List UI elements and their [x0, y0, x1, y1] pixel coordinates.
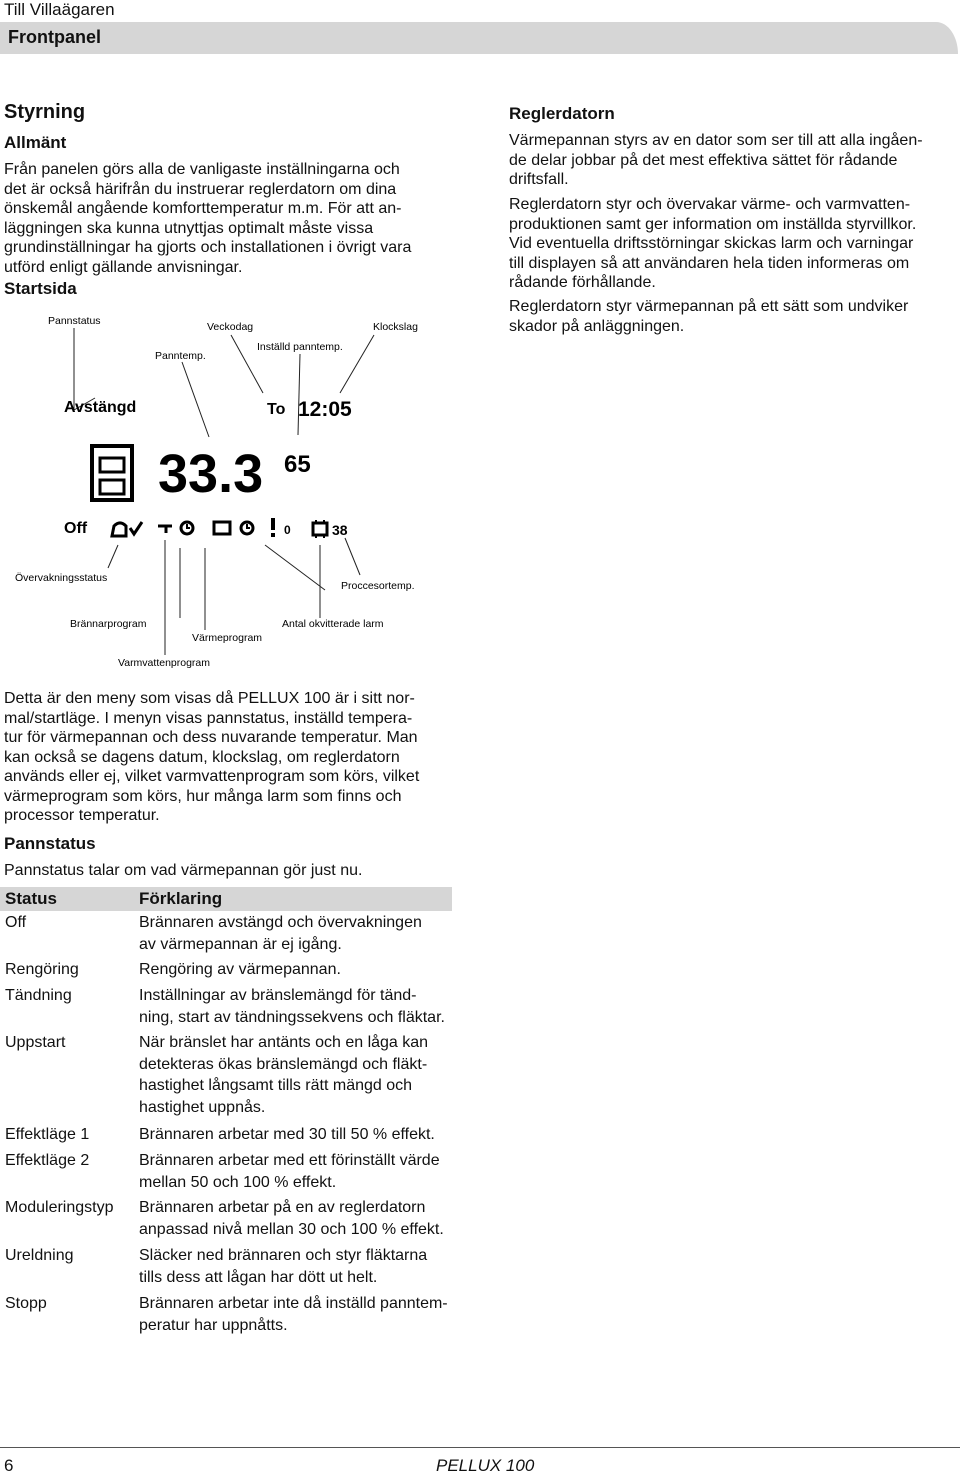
- display-time: 12:05: [298, 398, 352, 421]
- table-row-status: Uppstart: [5, 1034, 66, 1051]
- table-row-status: Stopp: [5, 1295, 47, 1312]
- header-bar: [0, 22, 958, 54]
- table-row-status: Rengöring: [5, 961, 79, 978]
- table-row-explanation: Inställningar av bränslemängd för tänd- ning, start av tändningssekvens och fläktar.: [139, 987, 445, 1026]
- label-proccesortemp: Proccesortemp.: [341, 580, 415, 592]
- menu-description: Detta är den meny som visas då PELLUX 100 är i sitt nor- mal/startläge. I menyn visas pannstatus, inställd tempera- tur för värmepannan och dess nuvarande temperatur. Man kan också se dagens datum, klockslag, om reglerdatorn används eller ej, vilket varmvattenprogram som körs, vilket värmeprogram som körs, hur många larm som finns och processor temperatur.: [4, 690, 420, 824]
- display-status: Avstängd: [64, 399, 137, 416]
- page-number: 6: [4, 1456, 14, 1475]
- table-row-explanation: Brännaren arbetar på en av reglerdatorn anpassad nivå mellan 30 och 100 % effekt.: [139, 1199, 444, 1238]
- table-row-explanation: Släcker ned brännaren och styr fläktarna tills dess att lågan har dött ut helt.: [139, 1247, 428, 1286]
- display-diagram: [0, 300, 460, 680]
- table-row-status: Effektläge 1: [5, 1126, 90, 1143]
- table-row-explanation: Brännaren avstängd och övervakningen av värmepannan är ej igång.: [139, 914, 422, 953]
- label-larm: Antal okvitterade larm: [282, 618, 384, 630]
- processor-icon: [313, 520, 327, 538]
- table-row-explanation: Brännaren arbetar med 30 till 50 % effekt.: [139, 1126, 435, 1143]
- burner-program-icon: [112, 522, 142, 536]
- alarm-icon: [271, 518, 275, 537]
- boiler-icon: [92, 446, 132, 500]
- page-title: Styrning: [4, 101, 86, 123]
- header-title: Frontpanel: [8, 27, 101, 47]
- label-pannstatus: Pannstatus: [48, 315, 101, 327]
- table-row-explanation: Brännaren arbetar med ett förinställt värde mellan 50 och 100 % effekt.: [139, 1152, 440, 1191]
- startsida-heading: Startsida: [4, 279, 77, 298]
- pannstatus-heading: Pannstatus: [4, 834, 96, 853]
- table-row-explanation: Brännaren arbetar inte då inställd panntem- peratur har uppnåtts.: [139, 1295, 448, 1334]
- label-veckodag: Veckodag: [207, 321, 254, 333]
- table-row-status: Ureldning: [5, 1247, 74, 1264]
- table-row-explanation: Rengöring av värmepannan.: [139, 961, 341, 978]
- display-processor-temp: 38: [332, 522, 348, 538]
- label-installd: Inställd panntemp.: [257, 341, 343, 353]
- reglerdatorn-para-3: Reglerdatorn styr värmepannan på ett sätt som undviker skador på anläggningen.: [509, 298, 909, 335]
- table-row-status: Effektläge 2: [5, 1152, 90, 1169]
- display-temperature: 33.3: [158, 444, 264, 504]
- table-row-status: Tändning: [5, 987, 72, 1004]
- label-varmeprogram: Värmeprogram: [192, 632, 263, 644]
- hot-water-program-icon: [158, 522, 193, 534]
- allmant-text: Från panelen görs alla de vanligaste inställningarna och det är också härifrån du instruerar reglerdatorn om dina önskemål angående komforttemperatur m.m. För att an- läggningen ska kunna utnyttjas optimalt måste vissa grundinställningar ha gjorts och installationen i övrigt vara utförd enligt gällande anvisningar.: [4, 161, 412, 276]
- footer-divider: [0, 1447, 960, 1448]
- table-row-status: Off: [5, 914, 27, 931]
- table-header-explanation: Förklaring: [139, 889, 223, 908]
- reglerdatorn-heading: Reglerdatorn: [509, 104, 615, 123]
- pannstatus-intro: Pannstatus talar om vad värmepannan gör just nu.: [4, 862, 363, 879]
- display-weekday: To: [267, 401, 286, 418]
- display-set-temperature: 65: [284, 451, 311, 478]
- table-row-status: Moduleringstyp: [5, 1199, 114, 1216]
- product-name: PELLUX 100: [436, 1456, 535, 1475]
- label-klockslag: Klockslag: [373, 321, 418, 333]
- heating-program-icon: [214, 522, 253, 534]
- allmant-heading: Allmänt: [4, 133, 67, 152]
- label-brannarprogram: Brännarprogram: [70, 618, 147, 630]
- reglerdatorn-para-1: Värmepannan styrs av en dator som ser till att alla ingåen- de delar jobbar på det mest effektiva sättet för rådande driftsfall.: [509, 132, 923, 188]
- label-overvakning: Övervakningsstatus: [15, 572, 108, 584]
- display-alarm-count: 0: [284, 523, 291, 537]
- display-monitor-status: Off: [64, 520, 88, 537]
- reglerdatorn-para-2: Reglerdatorn styr och övervakar värme- och varmvatten- produktionen samt ger information om inställda styrvillkor. Vid eventuella driftsstörningar skickas larm och varningar till displayen så att användaren hela tiden informeras om rådande förhållande.: [509, 196, 917, 291]
- table-header: [0, 887, 452, 911]
- table-header-status: Status: [5, 889, 57, 908]
- table-row-explanation: När bränslet har antänts och en låga kan detekteras ökas bränslemängd och fläkt- hastighet långsamt tills rätt mängd och hastighet uppnås.: [139, 1034, 429, 1116]
- section-label: Till Villaägaren: [4, 0, 115, 19]
- label-panntemp: Panntemp.: [155, 350, 206, 362]
- label-varmvatten: Varmvattenprogram: [118, 657, 211, 669]
